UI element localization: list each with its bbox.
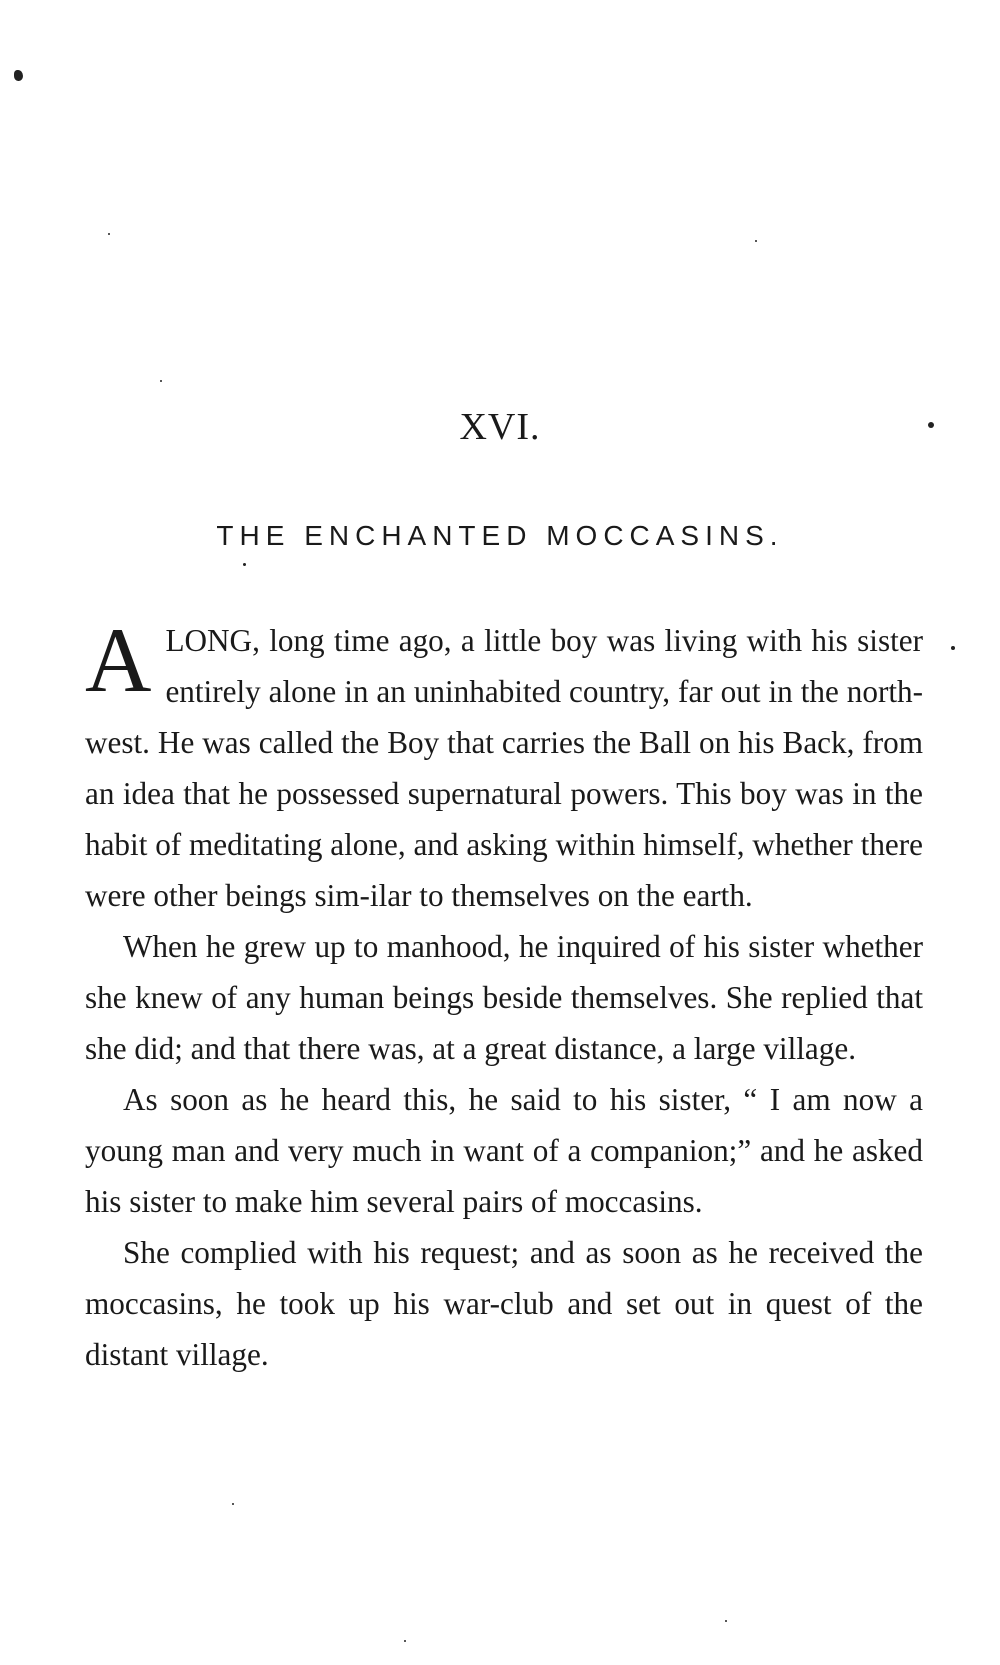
paragraph-4: She complied with his request; and as soon as he received the moccasins, he took up his war-club and set out in quest of the distant village.	[85, 1235, 923, 1372]
chapter-number: XVI.	[459, 406, 541, 448]
drop-cap: A	[85, 609, 152, 711]
print-speck	[108, 233, 110, 235]
paragraph-1	[85, 609, 923, 921]
print-speck	[951, 646, 955, 650]
paragraph-3: As soon as he heard this, he said to his sister, “ I am now a young man and very much in want of a companion;” and he asked his sister to make him several pairs of moccasins.	[85, 1082, 923, 1219]
paragraph-1-text: LONG, long time ago, a little boy was living with his sister entirely alone in an uninhabited country, far out in the north-west. He was called the Boy that carries the Ball on his Back, from an idea that he possessed supernatural powers. This boy was in the habit of meditating alone, and asking within himself, whether there were other beings sim-ilar to themselves on the earth.	[85, 623, 923, 913]
paragraph-2: When he grew up to manhood, he inquired of his sister whether she knew of any human beings beside themselves. She replied that she did; and that there was, at a great distance, a large village.	[85, 929, 923, 1066]
chapter-title: THE ENCHANTED MOCCASINS.	[216, 520, 784, 551]
print-speck	[404, 1640, 406, 1642]
print-speck	[14, 70, 23, 81]
print-speck	[160, 380, 162, 382]
print-speck	[243, 563, 246, 566]
print-speck	[232, 1503, 234, 1505]
chapter-body	[85, 609, 923, 1380]
print-speck	[725, 1620, 727, 1622]
print-speck	[755, 240, 757, 242]
